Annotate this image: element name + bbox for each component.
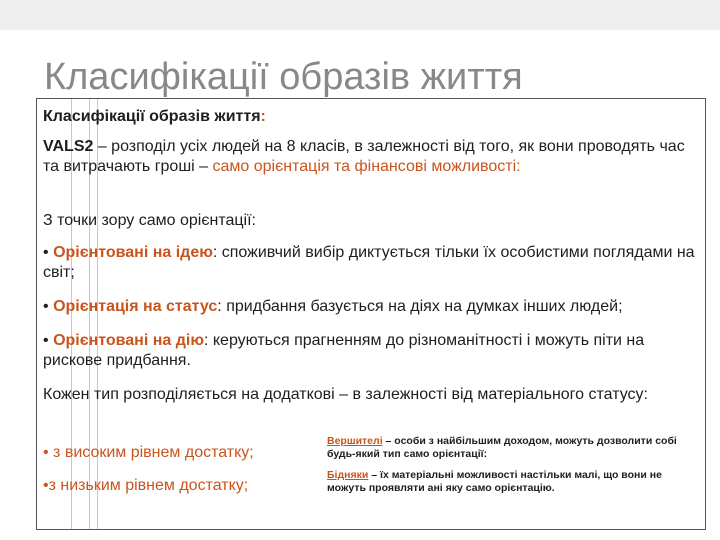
- box-heading: [43, 107, 698, 127]
- subhead: З точки зору само орієнтації:: [43, 212, 256, 229]
- bullet-action-label: Орієнтовані на дію: [53, 332, 204, 349]
- bullet-status-desc: : придбання базується на діях на думках інших людей;: [217, 298, 623, 315]
- bullet-marker: •: [43, 298, 49, 315]
- top-bar: [0, 0, 720, 30]
- tier-high-note: [327, 435, 677, 461]
- subtypes-note: Кожен тип розподіляється на додаткові – в залежності від матеріального статусу:: [43, 386, 648, 403]
- tier-high-term: Вершителі: [327, 435, 383, 447]
- content-box: [36, 98, 706, 530]
- bullet-idea-desc: : споживчий вибір диктується тільки їх особистими поглядами на світ;: [43, 244, 695, 281]
- tier-high-desc: – особи з найбільшим доходом, можуть дозволити собі будь-який тип само орієнтації:: [327, 435, 677, 460]
- bullet-status-label: Орієнтація на статус: [53, 298, 218, 315]
- tier-low-income: •з низьким рівнем достатку;: [43, 477, 249, 494]
- vals-name: VALS2: [43, 138, 94, 155]
- vals-text: – розподіл усіх людей на 8 класів, в залежності від того, як вони проводять час та витрачають гроші –: [43, 138, 685, 175]
- box-heading-colon: :: [260, 108, 266, 125]
- tier-low-desc: – їх матеріальні можливості настільки малі, що вони не можуть проявляти ані яку само орієнтацію.: [327, 469, 662, 494]
- vals-paragraph: [43, 137, 698, 177]
- bullet-idea-label: Орієнтовані на ідею: [53, 244, 213, 261]
- bullet-idea: [43, 243, 698, 283]
- box-heading-label: Класифікації образів життя: [43, 108, 261, 125]
- tier-low-term: Бідняки: [327, 469, 369, 481]
- bullet-marker: •: [43, 332, 49, 349]
- tier-high-income: • з високим рівнем достатку;: [43, 444, 254, 461]
- bullet-marker: •: [43, 244, 49, 261]
- tier-low-note: [327, 469, 677, 495]
- vals-highlight: само орієнтація та фінансові можливості:: [212, 158, 521, 175]
- bullet-status: [43, 297, 698, 317]
- slide-title: Класифікації образів життя: [44, 56, 523, 98]
- bullet-action: [43, 331, 698, 371]
- bullet-action-desc: : керуються прагненням до різноманітності і можуть піти на рискове придбання.: [43, 332, 645, 369]
